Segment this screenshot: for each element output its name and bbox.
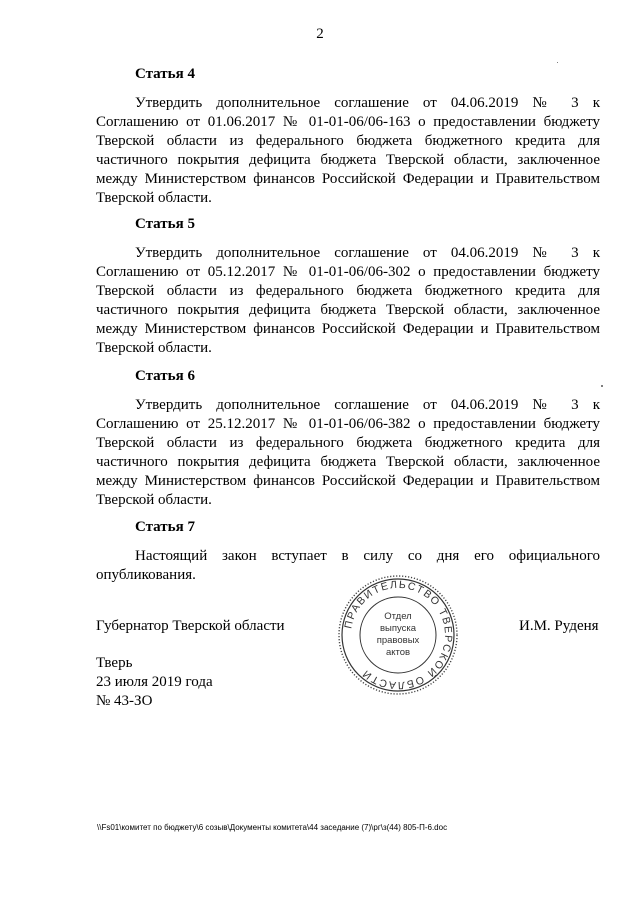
article-6-line: между Министерством финансов Российской Федерации и Правительством: [96, 473, 600, 489]
stamp-center-line: правовых: [376, 635, 420, 646]
article-5-heading: Статья 5: [135, 216, 195, 232]
article-6-line: частичного покрытия дефицита бюджета Тверской области, заключенное: [96, 454, 600, 470]
article-5-line: между Министерством финансов Российской Федерации и Правительством: [96, 321, 600, 337]
scan-speck: [601, 385, 603, 387]
stamp-center-line: Отдел: [384, 611, 412, 622]
article-4-line: между Министерством финансов Российской Федерации и Правительством: [96, 171, 600, 187]
article-6-line: Тверской области из федерального бюджета бюджетного кредита для: [96, 435, 600, 451]
place-date-block: [96, 654, 213, 711]
article-7-heading: Статья 7: [135, 519, 195, 535]
footer-file-path: \\Fs01\комитет по бюджету\6 созыв\Документы комитета\44 заседание (7)\рг\з(44) 805-П-6.doc: [97, 823, 448, 832]
law-date: 23 июля 2019 года: [96, 674, 213, 690]
article-4-heading: Статья 4: [135, 66, 195, 82]
article-5-line: частичного покрытия дефицита бюджета Тверской области, заключенное: [96, 302, 600, 318]
article-7-line: Настоящий закон вступает в силу со дня его официального: [135, 548, 600, 564]
article-4-line: частичного покрытия дефицита бюджета Тверской области, заключенное: [96, 152, 600, 168]
law-number: № 43-ЗО: [96, 693, 153, 709]
governor-title: Губернатор Тверской области: [96, 618, 285, 634]
article-5-line: Тверской области.: [96, 340, 212, 356]
article-7-line: опубликования.: [96, 567, 196, 583]
article-5-body: [96, 244, 600, 358]
article-4-line: Тверской области.: [96, 190, 212, 206]
official-stamp: [336, 573, 460, 697]
article-6-line: Соглашению от 25.12.2017 № 01-01-06/06-382 о предоставлении бюджету: [96, 416, 600, 432]
scan-speck: [557, 62, 558, 63]
article-5-line: Утвердить дополнительное соглашение от 04.06.2019 № 3 к: [135, 245, 600, 261]
article-5-line: Тверской области из федерального бюджета бюджетного кредита для: [96, 283, 600, 299]
stamp-ring-text: ПРАВИТЕЛЬСТВО ТВЕРСКОЙ ОБЛАСТИ: [342, 578, 455, 692]
article-6-line: Утвердить дополнительное соглашение от 04.06.2019 № 3 к: [135, 397, 600, 413]
page-number: 2: [316, 26, 324, 42]
article-4-line: Соглашению от 01.06.2017 № 01-01-06/06-163 о предоставлении бюджету: [96, 114, 600, 130]
article-6-heading: Статья 6: [135, 368, 195, 384]
city: Тверь: [96, 655, 133, 671]
article-4-line: Утвердить дополнительное соглашение от 04.06.2019 № 3 к: [135, 95, 600, 111]
stamp-center-line: выпуска: [379, 623, 417, 634]
article-6-line: Тверской области.: [96, 492, 212, 508]
article-4-line: Тверской области из федерального бюджета бюджетного кредита для: [96, 133, 600, 149]
article-6-body: [96, 396, 600, 510]
governor-name: И.М. Руденя: [519, 618, 599, 634]
article-4-body: [96, 94, 600, 208]
stamp-seal-icon: [336, 573, 460, 697]
article-5-line: Соглашению от 05.12.2017 № 01-01-06/06-302 о предоставлении бюджету: [96, 264, 600, 280]
stamp-center-line: актов: [385, 647, 411, 658]
